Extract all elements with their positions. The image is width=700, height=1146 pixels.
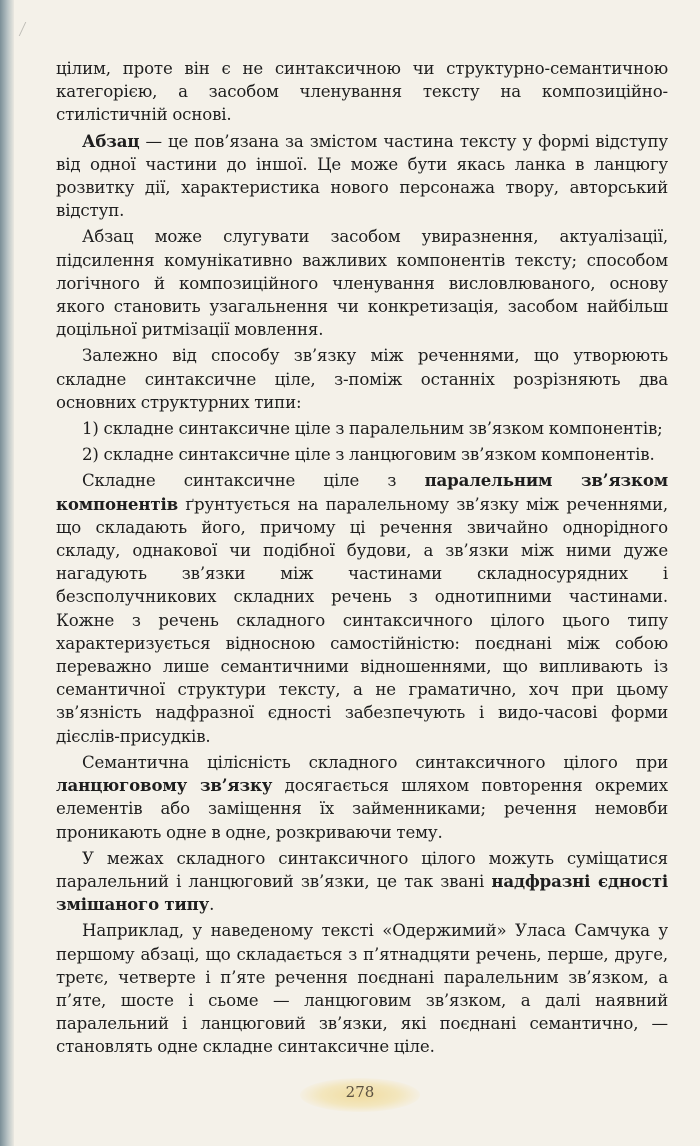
list-item-1: 1) складне синтаксичне ціле з паралельним зв’язком компонентів;	[82, 419, 663, 439]
term-parallel-link: паралельним зв’язком компонентів	[56, 470, 669, 514]
paragraph-abzac-definition: Абзац — це пов’язана за змістом частина тексту у формі відступу від одної частини до іншої. Це може бути якась ланка в ланцюгу розвитку дії, характеристика нового персонажа твору, авторський відступ.	[56, 130, 668, 221]
paragraph-parallel-link: Складне синтаксичне ціле з паралельним зв’язком компонентів ґрунтується на паралельному зв’язку між реченнями, що складають його, причому ці речення звичайно однорідного складу, однакової чи подібної будови, а зв’язки між ними дуже нагадують зв’язки між частинами складносурядних і безсполучникових складних речень з однотипними частинами. Кожне з речень складного синтаксичного цілого цього типу характеризується відносною самостійністю: поєднані між собою переважно лише семантичними відношеннями, що випливають із семантичної структури тексту, а не граматично, хоч при цьому зв’язність надфразної єдності забезпечують і видо-часові форми дієслів-присудків.	[56, 470, 669, 746]
page-edge-stripe	[0, 0, 14, 1146]
page-body	[56, 57, 668, 1062]
paragraph-chain-link: Семантична цілісність складного синтаксичного цілого при ланцюговому зв’язку досягається шляхом повторення окремих елементів або заміщення їх займенниками; речення немовби проникають одне в одне, розкриваючи тему.	[56, 752, 668, 842]
paragraph-1: цілим, проте він є не синтаксичною чи структурно-семантичною категорією, а засобом членування тексту на композиційно-стилістичній основі.	[56, 59, 668, 125]
list-item-2: 2) складне синтаксичне ціле з ланцюговим зв’язком компонентів.	[82, 445, 655, 465]
scan-mark	[19, 22, 37, 36]
paragraph-types-intro: Залежно від способу зв’язку між реченнями, що утворюють складне синтаксичне ціле, з-поміж останніх розрізняють два основних структурних типи:	[56, 346, 668, 412]
page-number: 278	[345, 1083, 375, 1101]
paragraph-abzac-functions: Абзац може слугувати засобом увиразнення, актуалізації, підсилення комунікативно важливих компонентів тексту; способом логічного й композиційного членування висловлюваного, основу якого становить узагальнення чи конкретизація, засобом найбільш доцільної ритмізації мовлення.	[56, 227, 668, 340]
paragraph-mixed-type: У межах складного синтаксичного цілого можуть суміщатися паралельний і ланцюговий зв’язки, це так звані надфразні єдності змішаного типу.	[56, 848, 669, 915]
term-chain-link: ланцюговому зв’язку	[56, 775, 273, 796]
term-abzac: Абзац	[82, 130, 140, 151]
page-number-badge	[300, 1078, 420, 1112]
paragraph-example: Наприклад, у наведеному тексті «Одержимий» Уласа Самчука у першому абзаці, що складається з п’ятнадцяти речень, перше, друге, третє, четверте і п’яте речення поєднані паралельним зв’язком, а п’яте, шосте і сьоме — ланцюговим зв’язком, а далі наявний паралельний і ланцюговий зв’язки, які поєднані семантично, — становлять одне складне синтаксичне ціле.	[56, 921, 668, 1057]
term-mixed-type: надфразні єдності змішаного типу	[56, 870, 669, 915]
